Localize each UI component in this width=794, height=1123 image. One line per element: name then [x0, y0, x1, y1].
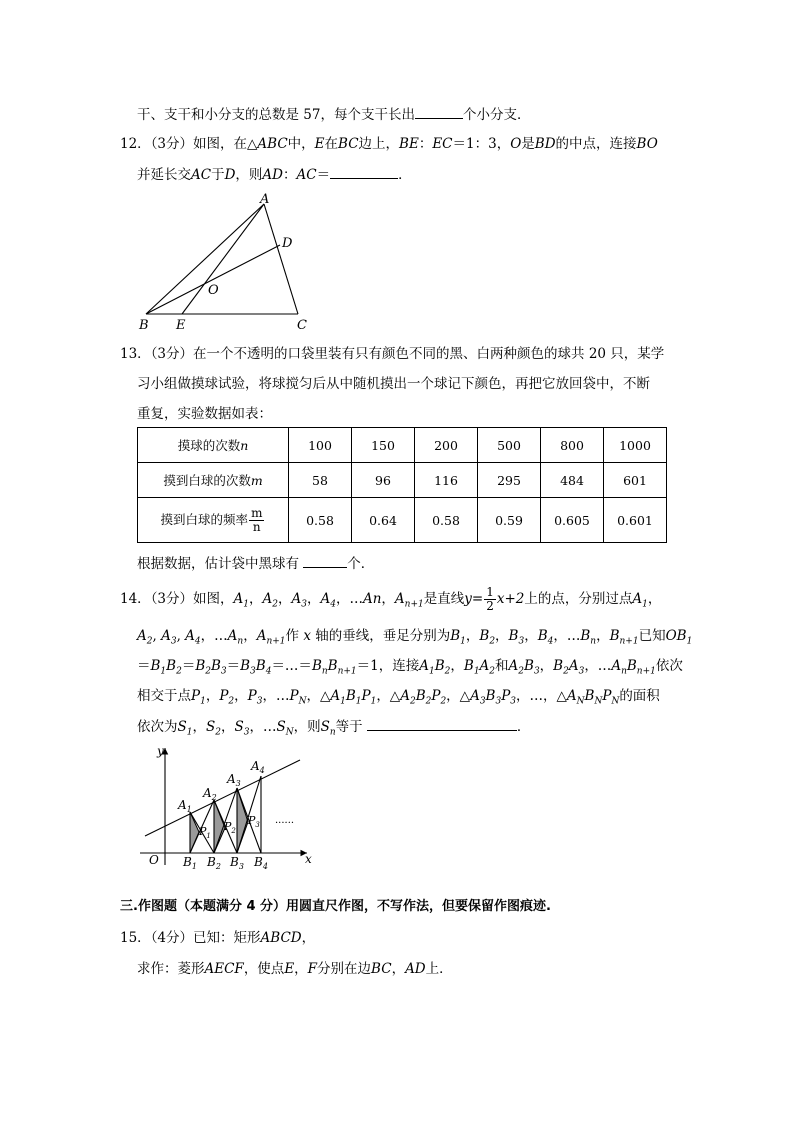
q14-number: 14．	[120, 591, 151, 607]
q14-var: $A_NB_NP_N$	[566, 688, 620, 707]
sub: 3	[301, 599, 307, 610]
q15-text: ，	[301, 930, 316, 946]
table-header-cell	[138, 498, 289, 543]
label-letter: P	[199, 825, 207, 838]
sub: 4	[330, 599, 336, 610]
q12-text: ：	[418, 136, 433, 152]
q15-var: E	[284, 961, 295, 977]
table-cell: 100	[289, 428, 352, 463]
q14-text: 等于	[335, 719, 363, 735]
q14-var: $A_2$	[137, 628, 153, 647]
q14-var: $B_1$	[450, 628, 466, 647]
q14-var	[233, 591, 250, 610]
q14-text: 作	[285, 628, 300, 644]
label-sub: 4	[262, 862, 268, 870]
triangle-A1B1P1	[190, 812, 199, 853]
q14-var: $A_2B_2P_2$	[400, 688, 447, 707]
label-sub: 2	[215, 862, 221, 870]
label-letter: P	[224, 820, 232, 833]
q14-var: $S_N$	[276, 719, 294, 738]
q14-var: $S_1$	[177, 719, 193, 738]
table-cell: 0.58	[289, 498, 352, 543]
q11-answer-blank[interactable]	[415, 104, 463, 119]
frac-den: n	[252, 519, 261, 534]
table-cell: 200	[415, 428, 478, 463]
frac-den: 2	[486, 599, 494, 613]
table-cell: 58	[289, 463, 352, 498]
q14-text: 相交于点	[137, 688, 191, 704]
q12-text: ，则	[235, 167, 263, 183]
label-letter: B	[183, 855, 192, 869]
q14-var: $S_2$	[205, 719, 221, 738]
label-letter: A	[178, 798, 187, 812]
q14-var: $P_N$	[289, 688, 307, 707]
q12-text: ．	[398, 167, 412, 183]
label-letter: B	[254, 855, 263, 869]
table-header-cell	[138, 463, 289, 498]
q12-var: EC	[432, 136, 453, 152]
triangle-A3B3P3	[237, 788, 248, 853]
q14-var: $A_1$	[632, 591, 648, 610]
q14-answer-blank[interactable]	[367, 716, 517, 731]
label-x: x	[305, 852, 312, 866]
line-BD	[146, 245, 280, 314]
table-row	[138, 463, 667, 498]
row-label: 摸球的次数	[177, 438, 241, 453]
q12-text: 并延长交	[137, 167, 191, 183]
label-A4	[250, 759, 265, 775]
q12-text: ＝	[316, 167, 331, 183]
q15-text: ，使点	[243, 961, 285, 977]
q14-text: 上的点，分别过点	[524, 591, 633, 607]
q15-line1	[120, 928, 315, 948]
q13-after-line	[137, 553, 374, 574]
q14-var: An	[362, 591, 382, 607]
q14-var: $S_n$	[320, 719, 336, 738]
q12-text: 如图，在△	[193, 136, 258, 152]
q14-var: $P_2$	[219, 688, 235, 707]
q15-text: ，	[391, 961, 406, 977]
q12-var: BC	[338, 136, 359, 152]
q14-text: ＝	[137, 658, 151, 674]
q14-var	[320, 591, 336, 610]
var-letter: A	[291, 591, 302, 607]
q13-answer-blank[interactable]	[303, 553, 347, 568]
label-letter: P	[248, 814, 256, 827]
q14-var: $B_1B_2$	[150, 658, 182, 677]
q11-text-b: 个小分支．	[462, 107, 531, 123]
q14-var: $B_1A_2$	[463, 658, 496, 677]
q12-var: AC	[191, 167, 212, 183]
q12-var: BO	[636, 136, 658, 152]
q14-text: ＝	[226, 658, 241, 674]
q13-text: 个．	[347, 556, 375, 572]
table-cell: 0.605	[541, 498, 604, 543]
label-sub: 1	[186, 805, 192, 814]
q12-score: （3分）	[150, 136, 194, 152]
label-B2	[206, 855, 221, 870]
q12-text: 于	[211, 167, 225, 183]
q14-line3: $=B_1B_2=B_2B_3=B_3B_4=\dots=B_nB_{n+1}=1$，连接$A_1B_2$，$B_1A_2$和$A_2B_3$，$B_2A_3$，$\dots A_nB_{n+1}$依次	[137, 658, 683, 677]
q14-coordinate-figure	[135, 740, 325, 870]
q14-text: 的面积	[619, 688, 660, 704]
q14-var: $A_1B_1P_1$	[330, 688, 377, 707]
label-sub: 2	[231, 827, 236, 835]
q12-var: ABC	[257, 136, 288, 152]
q14-var: $B_3B_4$	[240, 658, 272, 677]
q14-text: 是直线	[423, 591, 465, 607]
label-B1	[182, 855, 197, 870]
label-y: y	[157, 744, 164, 758]
label-B4	[253, 855, 268, 870]
table-row	[138, 498, 667, 543]
q14-var: $B_2$	[479, 628, 496, 647]
label-B3	[229, 855, 244, 870]
label-letter: B	[207, 855, 216, 869]
label-D: D	[282, 236, 293, 251]
q13-data-table	[137, 427, 667, 543]
q12-text: 中，	[287, 136, 315, 152]
var-letter: A	[233, 591, 244, 607]
q14-var	[262, 591, 278, 610]
row-label: 摸到白球的次数	[163, 473, 251, 488]
q14-var: $B_3$	[508, 628, 525, 647]
q14-var: $A_n$	[227, 628, 244, 647]
table-cell: 500	[478, 428, 541, 463]
table-cell: 96	[352, 463, 415, 498]
q14-var: $P_1$	[191, 688, 206, 707]
q14-text: ，则	[293, 719, 321, 735]
label-P2	[223, 820, 236, 835]
table-cell: 1000	[604, 428, 667, 463]
table-cell: 0.601	[604, 498, 667, 543]
q14-var: $A_3$	[161, 628, 177, 647]
q14-text: ．	[516, 719, 531, 735]
frac-num: m	[251, 505, 263, 520]
q12-text: 在	[324, 136, 339, 152]
q12-text: 的中点，连接	[555, 136, 637, 152]
q14-text: 已知	[638, 628, 666, 644]
label-sub: 1	[191, 862, 197, 870]
q14-var: $B_n$	[580, 628, 597, 647]
label-continuation-dots: ······	[275, 818, 295, 829]
q14-var: $P_3$	[247, 688, 263, 707]
label-letter: A	[227, 772, 236, 786]
label-sub: 1	[206, 832, 211, 840]
q15-var: BC	[371, 961, 392, 977]
table-cell: 295	[478, 463, 541, 498]
label-sub: 2	[211, 793, 217, 802]
q14-var: x	[303, 628, 311, 644]
q15-score: （4分）	[150, 930, 194, 946]
q14-text: 如图，	[193, 591, 234, 607]
q15-line2	[137, 959, 453, 979]
sub: 1	[243, 599, 250, 610]
line-BA	[146, 204, 264, 314]
label-letter: A	[251, 759, 260, 773]
label-A1	[177, 798, 192, 814]
q14-var: $B_2B_3$	[195, 658, 227, 677]
table-cell: 484	[541, 463, 604, 498]
q15-text: 已知：矩形	[193, 930, 261, 946]
label-sub: 3	[255, 821, 260, 829]
q14-text: 依次为	[137, 719, 178, 735]
q14-line2: $A_2$, $A_3$, $A_4$，$\dots A_n$，$A_{n+1}$作 x 轴的垂线，垂足分别为$B_1$，$B_2$，$B_3$，$B_4$，$\dots B_n$，$B_{n+1}$已知$OB_1$	[137, 628, 693, 647]
table-cell: 0.64	[352, 498, 415, 543]
label-sub: 3	[235, 779, 241, 788]
q12-var: BD	[534, 136, 556, 152]
q15-var: AECF	[204, 961, 244, 977]
q14-var: $A_{n+1}$	[256, 628, 286, 647]
table-cell: 601	[604, 463, 667, 498]
q12-text: 是	[521, 136, 535, 152]
q14-var: $A_3B_3P_3$	[470, 688, 517, 707]
q14-text: ＝1，连接	[356, 658, 420, 674]
label-O: O	[208, 283, 219, 298]
label-sub: 3	[238, 862, 244, 870]
table-row	[138, 428, 667, 463]
q12-var: AD	[262, 167, 283, 183]
q14-line4: 相交于点$P_1$，$P_2$，$P_3$，$\dots P_N$，$\triangle A_1B_1P_1$，$\triangle A_2B_2P_2$，$\triangle A_3B_3P_3$，…，$\triangle A_NB_NP_N$的面积	[137, 688, 660, 707]
q15-var: AD	[405, 961, 426, 977]
q14-var: $A_nB_{n+1}$	[611, 658, 656, 677]
var-letter: A	[320, 591, 331, 607]
label-E: E	[176, 318, 186, 333]
q14-var: $A_1B_2$	[419, 658, 451, 677]
table-cell: 116	[415, 463, 478, 498]
q14-var	[291, 591, 307, 610]
label-P1	[198, 825, 211, 840]
q12-text: ＝1：3，	[452, 136, 511, 152]
fraction-one-half	[484, 586, 496, 613]
q14-var: $A_4$	[185, 628, 201, 647]
q12-line2	[137, 164, 412, 185]
q14-var: x+2	[496, 591, 525, 607]
q14-text: 和	[495, 658, 509, 674]
q15-var: F	[307, 961, 318, 977]
q14-var: $B_4$	[537, 628, 554, 647]
row-var: n	[240, 438, 249, 453]
q15-number: 15．	[120, 930, 151, 946]
label-letter: A	[203, 786, 212, 800]
label-letter: B	[230, 855, 239, 869]
table-cell: 800	[541, 428, 604, 463]
q12-triangle-figure	[130, 190, 320, 335]
table-header-cell	[138, 428, 289, 463]
q12-number: 12．	[120, 136, 151, 152]
q12-line1	[120, 134, 658, 154]
table-cell: 0.58	[415, 498, 478, 543]
q14-var: $OB_1$	[665, 628, 693, 647]
label-P3	[247, 814, 260, 829]
q14-var: $S_3$	[234, 719, 250, 738]
q15-text: 分别在边	[317, 961, 372, 977]
q12-var: E	[314, 136, 325, 152]
q13-line3: 重复，实验数据如表：	[137, 406, 272, 422]
var-letter: A	[262, 591, 273, 607]
q12-var: BE	[399, 136, 419, 152]
q14-text: ＝…＝	[271, 658, 312, 674]
q15-var: ABCD	[260, 930, 302, 946]
q14-var: $B_nB_{n+1}$	[311, 658, 357, 677]
label-A: A	[260, 192, 270, 207]
label-sub: 4	[259, 766, 265, 775]
frac-num: 1	[486, 585, 494, 599]
q14-var: y=	[464, 591, 484, 607]
q14-var: $B_2A_3$	[553, 658, 585, 677]
q13-line2: 习小组做摸球试验，将球搅匀后从中随机摸出一个球记下颜色，再把它放回袋中，不断	[137, 376, 650, 392]
label-B: B	[139, 318, 149, 333]
q15-text: 上．	[425, 961, 453, 977]
q12-text: 边上，	[358, 136, 400, 152]
q14-score: （3分）	[150, 591, 194, 607]
line-AC	[264, 204, 298, 314]
q14-text: ，…	[584, 658, 612, 674]
label-A3	[226, 772, 241, 788]
q13-text: 在一个不透明的口袋里装有只有颜色不同的黑、白两种颜色的球共 20 只，某学	[193, 346, 665, 362]
q11-text-a: 干、支干和小分支的总数是 57，每个支干长出	[137, 107, 415, 123]
q15-text: ，	[294, 961, 308, 977]
q14-text: 依次	[655, 658, 683, 674]
table-cell: 0.59	[478, 498, 541, 543]
q12-text: ：	[283, 167, 297, 183]
q14-var: $A_2B_3$	[508, 658, 540, 677]
label-C: C	[297, 318, 307, 333]
q13-number: 13．	[120, 346, 151, 362]
q13-score: （3分）	[150, 346, 194, 362]
q14-var: $B_{n+1}$	[609, 628, 639, 647]
q12-var: AC	[296, 167, 317, 183]
table-cell: 150	[352, 428, 415, 463]
q15-text: 求作：菱形	[137, 961, 205, 977]
q12-var: D	[224, 167, 236, 183]
q12-var: O	[510, 136, 522, 152]
q12-answer-blank[interactable]	[330, 164, 398, 179]
q13-line1	[120, 344, 664, 364]
q14-var: $A_{n+1}$	[394, 591, 424, 610]
q14-line5: 依次为$S_1$，$S_2$，$S_3$，$\dots S_N$，则$S_n$等于 ．	[137, 716, 530, 743]
q11-tail-line	[137, 104, 530, 125]
row-label: 摸到白球的频率	[160, 511, 249, 527]
q14-text: ＝	[181, 658, 196, 674]
label-A2	[202, 786, 217, 802]
label-O: O	[149, 853, 159, 867]
q13-text: 根据数据，估计袋中黑球有	[137, 556, 299, 572]
row-var: m	[250, 473, 263, 488]
fraction-m-over-n	[249, 507, 264, 534]
q14-text: 轴的垂线，垂足分别为	[315, 628, 451, 644]
section3-title: 三.作图题（本题满分 4 分）用圆直尺作图，不写作法，但要保留作图痕迹.	[120, 899, 551, 914]
q14-line1: 14．（3分）如图，$A_1$，$A_2$，$A_3$，$A_4$，…An，$A_{n+1}$是直线y= $\frac{1}{2}$ x+2上的点，分别过点$A_1$，	[120, 585, 662, 613]
sub: 2	[272, 599, 278, 610]
